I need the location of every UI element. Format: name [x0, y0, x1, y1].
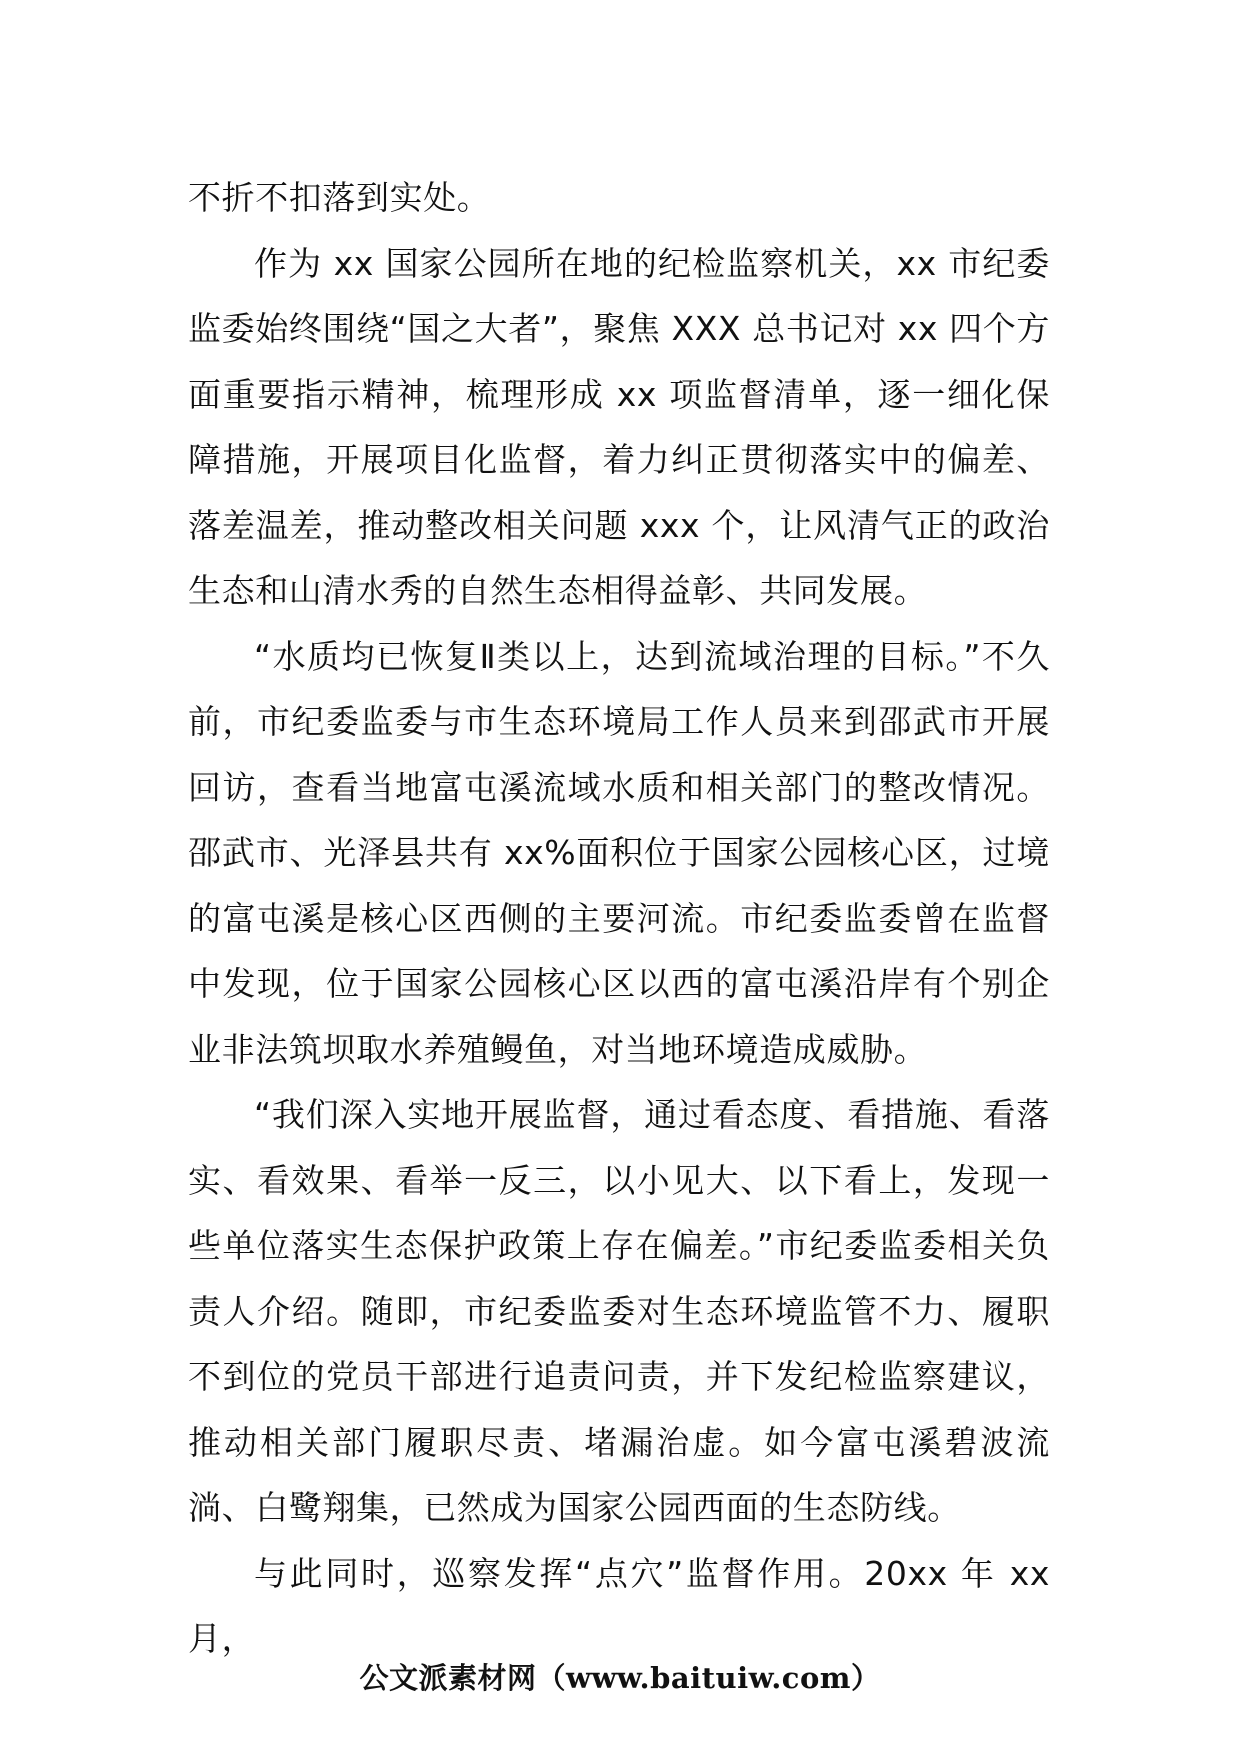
- paragraph-4: “我们深入实地开展监督，通过看态度、看措施、看落实、看效果、看举一反三，以小见大、以下看上，发现一些单位落实生态保护政策上存在偏差。”市纪委监委相关负责人介绍。随即，市纪委监委对生态环境监管不力、履职不到位的党员干部进行追责问责，并下发纪检监察建议，推动相关部门履职尽责、堵漏治虚。如今富屯溪碧波流淌、白鹭翔集，已然成为国家公园西面的生态防线。: [188, 1095, 1050, 1527]
- paragraph-2: 作为 xx 国家公园所在地的纪检监察机关，xx 市纪委监委始终围绕“国之大者”，聚焦 XXX 总书记对 xx 四个方面重要指示精神，梳理形成 xx 项监督清单，逐一细化保障措施，开展项目化监督，着力纠正贯彻落实中的偏差、落差温差，推动整改相关问题 xxx 个，让风清气正的政治生态和山清水秀的自然生态相得益彰、共同发展。: [188, 243, 1050, 610]
- page-footer: 公文派素材网（www.baituiw.com）: [359, 1661, 881, 1695]
- document-body: [188, 165, 1050, 1672]
- paragraph-5: 与此同时，巡察发挥“点穴”监督作用。20xx 年 xx 月，: [188, 1553, 1050, 1658]
- paragraph-1: 不折不扣落到实处。: [188, 178, 491, 217]
- paragraph-3: “水质均已恢复Ⅱ类以上，达到流域治理的目标。”不久前，市纪委监委与市生态环境局工作人员来到邵武市开展回访，查看当地富屯溪流域水质和相关部门的整改情况。邵武市、光泽县共有 xx%面积位于国家公园核心区，过境的富屯溪是核心区西侧的主要河流。市纪委监委曾在监督中发现，位于国家公园核心区以西的富屯溪沿岸有个别企业非法筑坝取水养殖鳗鱼，对当地环境造成威胁。: [188, 636, 1050, 1069]
